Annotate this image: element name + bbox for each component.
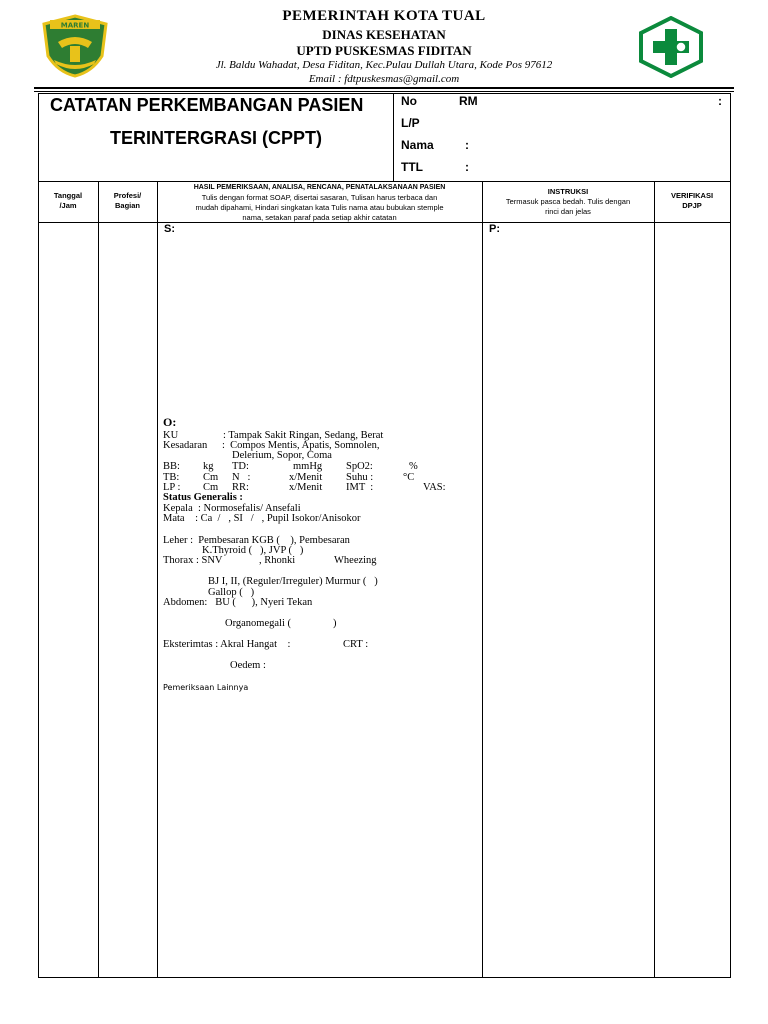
bj-line: BJ I, II, (Reguler/Irreguler) Murmur ( ) bbox=[208, 576, 378, 587]
ekstremitas-line: Eksterimtas : Akral Hangat : bbox=[163, 639, 291, 650]
kg-unit: kg bbox=[203, 461, 214, 472]
rm-colon: : bbox=[718, 94, 722, 108]
spo2-label: SpO2: bbox=[346, 461, 373, 472]
col-tanggal-l1: Tanggal bbox=[53, 191, 83, 200]
nama-label: Nama bbox=[401, 138, 434, 152]
col-instruksi bbox=[482, 187, 654, 217]
crt-label: CRT : bbox=[343, 639, 369, 650]
pemeriksaan-lainnya: Pemeriksaan Lainnya bbox=[163, 683, 249, 692]
suhu-label: Suhu : bbox=[346, 472, 374, 483]
rr-label: RR: bbox=[232, 482, 249, 493]
col-profesi-l2: Bagian bbox=[114, 201, 140, 210]
organomegali-line: Organomegali ( ) bbox=[225, 618, 337, 629]
col-hasil-sub1: Tulis dengan format SOAP, disertai sasaran, Tulisan harus terbaca dan bbox=[201, 193, 438, 202]
col-hasil-sub2: mudah dipahami, Hindari singkatan kata Tulis nama atau bubukan stemple bbox=[195, 203, 444, 212]
imt-label: IMT : bbox=[346, 482, 374, 493]
form-title-line-1: CATATAN PERKEMBANGAN PASIEN bbox=[50, 95, 364, 115]
o-label: O: bbox=[163, 415, 177, 429]
header-address: Jl. Baldu Wahadat, Desa Fiditan, Kec.Pulau Dullah Utara, Kode Pos 97612 bbox=[215, 59, 553, 71]
header-rule-thin bbox=[34, 91, 734, 92]
ttl-label: TTL bbox=[401, 160, 423, 174]
lp-unit: Cm bbox=[203, 482, 219, 493]
col-profesi bbox=[98, 191, 157, 211]
no-label: No bbox=[401, 94, 417, 108]
ku-value: : Tampak Sakit Ringan, Sedang, Berat bbox=[223, 430, 384, 441]
logo-text: MAREN bbox=[60, 21, 90, 30]
tb-label: TB: bbox=[163, 472, 180, 483]
gallop-line: Gallop ( ) bbox=[208, 587, 255, 598]
vas-label: VAS: bbox=[423, 482, 446, 493]
status-generalis: Status Generalis : bbox=[163, 492, 243, 503]
rm-label: RM bbox=[459, 94, 478, 108]
suhu-unit: °C bbox=[403, 472, 415, 483]
col-verifikasi bbox=[654, 191, 730, 211]
col-instruksi-title: INSTRUKSI bbox=[547, 187, 589, 196]
col-hasil-sub3: nama, setakan paraf pada setiap akhir catatan bbox=[242, 213, 397, 222]
nama-colon: : bbox=[465, 138, 469, 152]
wheezing-label: Wheezing bbox=[334, 555, 377, 566]
col-tanggal-l2: /Jam bbox=[59, 201, 77, 210]
header-line-2: DINAS KESEHATAN bbox=[322, 27, 446, 42]
header-email: Email : fdtpuskesmas@gmail.com bbox=[308, 73, 460, 85]
rhonki-label: , Rhonki bbox=[259, 555, 296, 566]
kesadaran-value-2: Delerium, Sopor, Coma bbox=[232, 450, 332, 461]
rr-unit: x/Menit bbox=[289, 482, 323, 493]
ttl-colon: : bbox=[465, 160, 469, 174]
kesadaran-label: Kesadaran bbox=[163, 440, 208, 451]
lp-label: L/P bbox=[401, 116, 420, 130]
bb-label: BB: bbox=[163, 461, 180, 472]
tb-unit: Cm bbox=[203, 472, 219, 483]
n-unit: x/Menit bbox=[289, 472, 323, 483]
leher-line-1: Leher : Pembesaran KGB ( ), Pembesaran bbox=[163, 535, 350, 546]
n-label: N : bbox=[232, 472, 251, 483]
mmhg-unit: mmHg bbox=[293, 461, 323, 472]
kesadaran-value-1: : Compos Mentis, Apatis, Somnolen, bbox=[222, 440, 380, 451]
oedem-label: Oedem : bbox=[230, 660, 266, 671]
abdomen-line: Abdomen: BU ( ), Nyeri Tekan bbox=[163, 597, 313, 608]
col-profesi-l1: Profesi/ bbox=[113, 191, 142, 200]
s-label: S: bbox=[164, 223, 175, 235]
kepala-line: Kepala : Normosefalis/ Ansefali bbox=[163, 503, 301, 514]
header-rule-thick bbox=[34, 87, 734, 89]
col-instruksi-sub2: rinci dan jelas bbox=[545, 207, 591, 216]
pct-unit: % bbox=[409, 461, 418, 472]
leher-line-2: K.Thyroid ( ), JVP ( ) bbox=[202, 545, 304, 556]
header-line-1: PEMERINTAH KOTA TUAL bbox=[282, 8, 486, 24]
form-title-line-2: TERINTERGRASI (CPPT) bbox=[110, 128, 323, 148]
col-instruksi-sub1: Termasuk pasca bedah. Tulis dengan bbox=[505, 197, 631, 206]
col-verif-l1: VERIFIKASI bbox=[670, 191, 714, 200]
header-line-3: UPTD PUSKESMAS FIDITAN bbox=[296, 43, 472, 58]
col-verif-l2: DPJP bbox=[682, 201, 702, 210]
lp-measure-label: LP : bbox=[163, 482, 181, 493]
col-hasil-title: HASIL PEMERIKSAAN, ANALISA, RENCANA, PENATALAKSANAAN PASIEN bbox=[193, 184, 446, 191]
ku-label: KU bbox=[163, 430, 179, 441]
mata-line: Mata : Ca / , SI / , Pupil Isokor/Anisokor bbox=[163, 513, 361, 524]
thorax-label: Thorax : SNV bbox=[163, 555, 223, 566]
col-hasil bbox=[157, 183, 482, 223]
col-tanggal bbox=[38, 191, 98, 211]
td-label: TD: bbox=[232, 461, 249, 472]
p-label: P: bbox=[489, 223, 500, 235]
